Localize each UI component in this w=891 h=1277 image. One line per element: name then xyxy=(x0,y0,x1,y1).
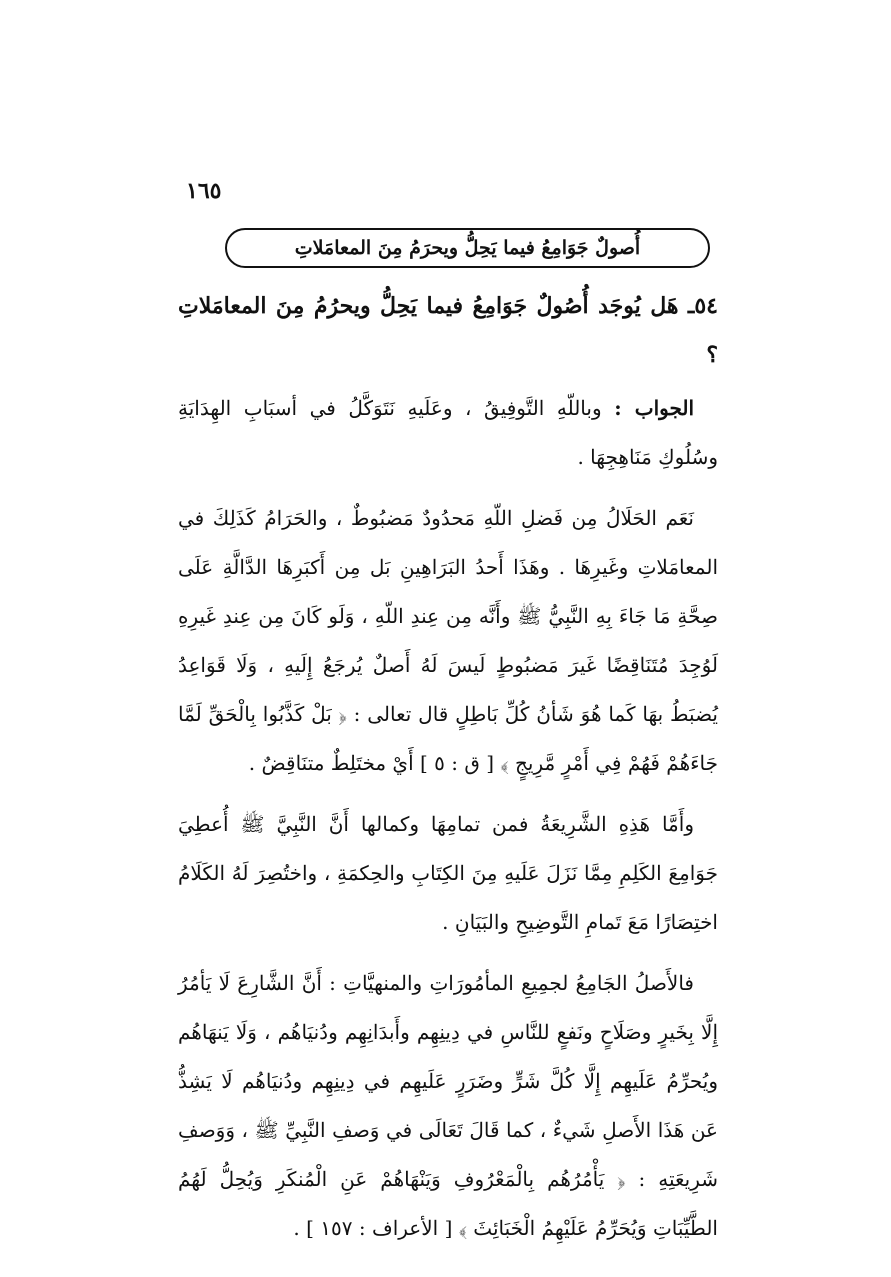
section-title xyxy=(225,228,710,268)
body-paragraph-3: فالأَصلُ الجَامِعُ لجمِيعِ المأمُورَاتِ والمنهيَّاتِ : أَنَّ الشَّارِعَ لَا يَأمُرُ إِلَّا بِخَيرٍ وصَلَاحٍ ونَفعٍ للنَّاسِ في دِينِهِم وأَبدَانِهِم ودُنيَاهُم ، وَلَا يَنهَاهُم ويُحرِّمُ عَلَيهِم إِلَّا كُلَّ شَرٍّ وضَرَرٍ عَلَيهِم في دِينِهِم ودُنيَاهُم لَا يَشِذُّ عَن هَذَا الأَصلِ شَيءٌ ، كما قَالَ تَعَالَى في وَصفِ النَّبِيِّ ﷺ ، وَوَصفِ شَرِيعَتِهِ : ﴿ يَأْمُرُهُم بِالْمَعْرُوفِ وَيَنْهَاهُمْ عَنِ الْمُنكَرِ وَيُحِلُّ لَهُمُ الطَّيِّبَاتِ وَيُحَرِّمُ عَلَيْهِمُ الْخَبَائِثَ ﴾ [ الأعراف : ١٥٧ ] . xyxy=(178,971,718,1240)
body-paragraph-2: وأَمَّا هَذِهِ الشَّرِيعَةُ فمن تمامِهَا وكمالها أَنَّ النَّبِيَّ ﷺ أُعطِيَ جَوَامِعَ الكَلِمِ مِمَّا نَزَلَ عَلَيهِ مِنَ الكِتَابِ والحِكمَةِ ، واختُصِرَ لَهُ الكَلَامُ اختِصَارًا مَعَ تَمامِ التَّوضِيحِ والبَيَانِ . xyxy=(178,812,718,934)
page-body xyxy=(178,282,718,1253)
question-heading: ٥٤ـ هَل يُوجَد أُصُولٌ جَوَامِعُ فيما يَحِلُّ ويحرُمُ مِنَ المعامَلاتِ ؟ xyxy=(178,293,718,368)
answer-text: وباللّهِ التَّوفِيقُ ، وعَلَيهِ نَتَوَكَّلُ في أسبَابِ الهِدَايَةِ وسُلُوكِ مَنَاهِجِهَا . xyxy=(178,396,718,469)
body-paragraph-1: نَعَم الحَلَالُ مِن فَضلِ اللّهِ مَحدُودٌ مَضبُوطٌ ، والحَرَامُ كَذَلِكَ في المعامَلاتِ وغَيرِهَا . وهَذَا أَحدُ البَرَاهِينِ بَل مِن أَكبَرِهَا الدَّالَّةِ عَلَى صِحَّةِ مَا جَاءَ بِهِ النَّبِيُّ ﷺ وأَنَّه مِن عِندِ اللّهِ ، وَلَو كَانَ مِن عِندِ غَيرِهِ لَوُجِدَ مُتَنَاقِضًا غَيرَ مَضبُوطٍ لَيسَ لَهُ أَصلٌ يُرجَعُ إِلَيهِ ، وَلَا قَوَاعِدُ يُضبَطُ بهَا كَما هُوَ شَأنُ كُلِّ بَاطِلٍ قال تعالى : ﴿ بَلْ كَذَّبُوا بِالْحَقِّ لَمَّا جَاءَهُمْ فَهُمْ فِي أَمْرٍ مَّرِيجٍ ﴾ [ ق : ٥ ] أَيْ مختَلِطٌ متنَاقِضٌ . xyxy=(178,506,718,775)
answer-label: الجواب : xyxy=(614,396,695,420)
answer-paragraph xyxy=(178,384,718,482)
page-number: ١٦٥ xyxy=(186,178,222,204)
section-title-text: أُصولٌ جَوَامِعُ فيما يَحِلُّ ويحرَمُ مِنَ المعامَلاتِ xyxy=(294,237,641,259)
